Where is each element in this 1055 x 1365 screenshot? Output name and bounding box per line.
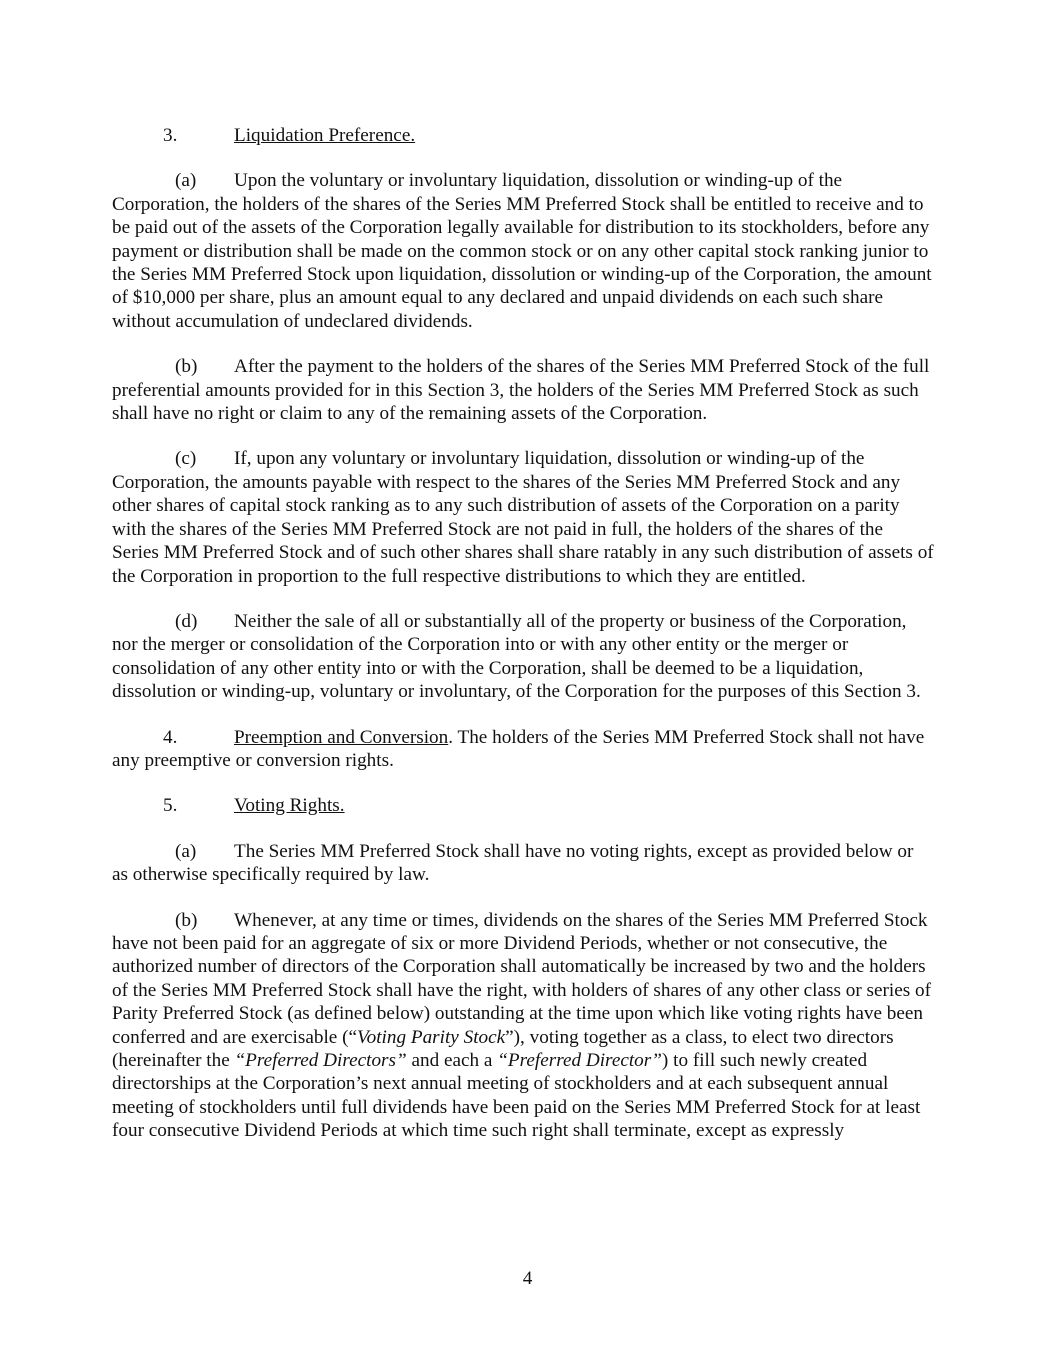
paragraph-text-3: and each a — [406, 1050, 498, 1071]
page-number: 4 — [522, 1268, 533, 1289]
paragraph-text-2: ”), voting together as a class, to elect two directors (hereinafter the — [112, 1026, 894, 1071]
paragraph-text: The holders of the Series MM Preferred Stock shall not have any preemptive or conversion rights. — [112, 726, 925, 771]
paragraph-text: After the payment to the holders of the shares of the Series MM Preferred Stock of the full preferential amounts provided for in this Section 3, the holders of the Series MM Preferred Stock as such shall have no right or claim to any of the remaining assets of the Corporation. — [112, 356, 930, 425]
defined-term-preferred-directors: “Preferred Directors” — [234, 1050, 407, 1071]
paragraph-label: (d) — [175, 610, 198, 632]
paragraph-text: The Series MM Preferred Stock shall have no voting rights, except as provided below or as otherwise specifically required by law. — [112, 840, 914, 886]
paragraph-3a — [112, 169, 934, 333]
paragraph-text: If, upon any voluntary or involuntary liquidation, dissolution or winding-up of the Corporation, the amounts payable with respect to the shares of the Series MM Preferred Stock and any other shares of capital stock ranking as to any such distribution of assets of the Corporation on a parity with the shares of the Series MM Preferred Stock are not paid in full, the holders of the shares of the Series MM Preferred Stock and of such other shares shall share ratably in any such distribution of assets of the Corporation in proportion to the full respective distributions to which they are entitled. — [112, 448, 934, 587]
paragraph-3c — [112, 447, 934, 587]
section-number: 4. — [163, 726, 178, 748]
section-title: Preemption and Conversion — [234, 726, 449, 748]
section-number: 3. — [163, 125, 178, 146]
paragraph-5a — [112, 840, 934, 887]
section-number: 5. — [163, 795, 178, 817]
paragraph-3d — [112, 610, 934, 704]
paragraph-label: (a) — [175, 840, 197, 862]
paragraph-label: (b) — [175, 909, 198, 931]
section-title-punct: . — [448, 726, 454, 748]
paragraph-5b — [112, 909, 934, 1143]
section-title: Liquidation Preference. — [234, 125, 416, 146]
paragraph-4 — [112, 726, 934, 773]
section-title: Voting Rights. — [234, 795, 345, 817]
section-3-heading — [112, 124, 934, 147]
paragraph-label: (b) — [175, 356, 198, 378]
defined-term-preferred-director: “Preferred Director” — [497, 1050, 662, 1071]
paragraph-label: (c) — [175, 448, 197, 470]
paragraph-text-4: ) to fill such newly created directorships at the Corporation’s next annual meeting of stockholders and at each subsequent annual meeting of stockholders until full dividends have been paid on the Series MM Preferred Stock for at least four consecutive Dividend Periods at which time such right shall terminate, except as expressly — [112, 1050, 921, 1142]
paragraph-text-1: Whenever, at any time or times, dividends on the shares of the Series MM Preferred Stock have not been paid for an aggregate of six or more Dividend Periods, whether or not consecutive, the authorized number of directors of the Corporation shall automatically be increased by two and the holders of the Series MM Preferred Stock shall have the right, with holders of shares of any other class or series of Parity Preferred Stock (as defined below) outstanding at the time upon which like voting rights have been conferred and are exercisable (“ — [112, 909, 931, 1048]
paragraph-label: (a) — [175, 170, 197, 192]
document-page — [112, 124, 934, 1165]
paragraph-3b — [112, 355, 934, 425]
section-5-heading — [112, 794, 934, 817]
defined-term-voting-parity-stock: Voting Parity Stock — [357, 1026, 506, 1048]
paragraph-text: Upon the voluntary or involuntary liquidation, dissolution or winding-up of the Corporation, the holders of the shares of the Series MM Preferred Stock shall be entitled to receive and to be paid out of the assets of the Corporation legally available for distribution to its stockholders, before any payment or distribution shall be made on the common stock or on any other capital stock ranking junior to the Series MM Preferred Stock upon liquidation, dissolution or winding-up of the Corporation, the amount of $10,000 per share, plus an amount equal to any declared and unpaid dividends on each such share without accumulation of undeclared dividends. — [112, 170, 932, 332]
paragraph-text: Neither the sale of all or substantially all of the property or business of the Corporation, nor the merger or consolidation of the Corporation into or with any other entity or the merger or consolidation of any other entity into or with the Corporation, shall be deemed to be a liquidation, dissolution or winding-up, voluntary or involuntary, of the Corporation for the purposes of this Section 3. — [112, 610, 921, 703]
